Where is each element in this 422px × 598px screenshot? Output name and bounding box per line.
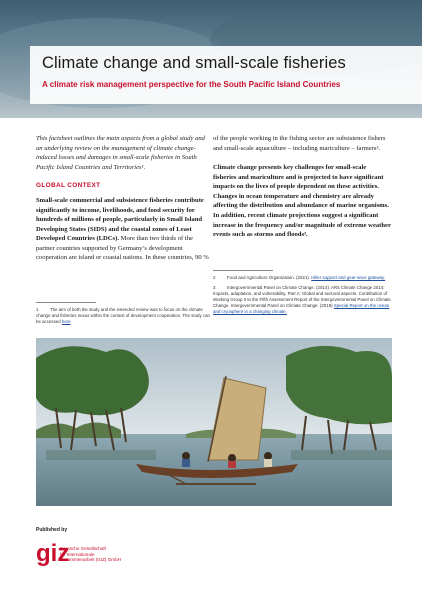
document-subtitle: A climate risk management perspective for the South Pacific Island Countries: [42, 80, 341, 89]
climate-challenges-paragraph: Climate change presents key challenges for small-scale fisheries and mariculture and is projected to have significant impacts on the lives of people dependent on these activities. Changes in ocean temperature and chemistry are already affecting the distribution and abundance of marine organisms. In addition, recent climate projections suggest a significant increase in the frequency and/or magnitude of extreme weather events such as storms and floods³.: [213, 164, 391, 239]
person: [264, 452, 272, 460]
footnote-text: The aim of both the study and the extended review was to focus on the climate change and fisheries nexus within the context of development cooperation. The study can be accessed: [36, 307, 210, 324]
water-reflection: [46, 450, 156, 460]
footnote-block-left: [36, 302, 216, 325]
document-title: Climate change and small-scale fisheries: [42, 54, 346, 72]
global-context-continuation: More than two thirds of the partner countries supported by Germany’s development cooperation are island or coastal nations. In these countries, 90 %: [36, 235, 209, 262]
footnote-text: Intergovernmental Panel on Climate Change. (2014). AR5 Climate Change 2014: Impacts, adaptation, and vulnerability. Part A: Global and sectoral aspects. Contribution of Working Group II to the Fifth Assessment Report of the Intergovernmental Panel on Climate Change. Intergovernmental Panel on Climate Change. (2019): [213, 285, 391, 308]
publisher-org-line: Zusammenarbeit (GIZ) GmbH: [60, 557, 122, 563]
publisher-org-line: Deutsche Gesellschaft: [60, 546, 106, 551]
publisher-organization: [60, 546, 121, 563]
section-heading-global-context: GLOBAL CONTEXT: [36, 182, 101, 190]
mangrove-tree-left: [36, 346, 149, 415]
published-by-label: Published by: [36, 527, 68, 533]
person: [228, 461, 236, 468]
header-banner: [0, 0, 422, 118]
footnote-block-right: [213, 270, 391, 315]
footnote-number: 1: [36, 307, 39, 312]
continuation-paragraph: of the people working in the fishing sector are subsistence fishers and small-scale aquaculture – including mariculture – farmers².: [213, 135, 386, 152]
left-column: [36, 134, 212, 263]
global-context-paragraph: [36, 196, 212, 263]
water-reflection: [291, 450, 392, 460]
intro-paragraph: This factsheet outlines the main aspects from a global study and an underlying review on the management of climate change-induced losses and damages in small-scale fisheries in South Pacific Island Countries and Territories¹.: [36, 135, 205, 171]
person: [264, 459, 272, 467]
footnote-1: [36, 307, 216, 325]
footnote-rule: [213, 270, 273, 271]
person: [228, 454, 236, 462]
global-context-bold-lead: Small-scale commercial and subsistence fisheries contribute significantly to income, livelihoods, and food security for hundreds of millions of people, particularly in Small Island Developing States (SIDS) and the coastal zones of Least Developed Countries (LDCs).: [36, 197, 204, 243]
footnote-number: 2: [213, 275, 216, 280]
footnote-2: [213, 275, 391, 281]
publisher-org-line: für Internationale: [60, 551, 95, 557]
right-column: [213, 134, 391, 240]
footnote-3-link[interactable]: Special Report on the ocean and cryosphere in a changing climate.: [213, 303, 390, 314]
title-box: [30, 46, 422, 104]
footnote-1-link[interactable]: here: [61, 319, 71, 324]
photo-illustration: [36, 338, 392, 506]
person: [182, 459, 190, 467]
footnote-2-link[interactable]: Hiller support and gear-ance gateway.: [311, 275, 386, 280]
person: [182, 452, 190, 460]
footnote-text: Food and Agriculture Organization. (2021).: [227, 275, 312, 280]
mangrove-canoe-photo: [36, 338, 392, 506]
giz-logo-text: giz: [36, 540, 70, 567]
footnote-number: 3: [213, 285, 216, 290]
footnote-rule: [36, 302, 96, 303]
footnote-3: [213, 285, 391, 315]
